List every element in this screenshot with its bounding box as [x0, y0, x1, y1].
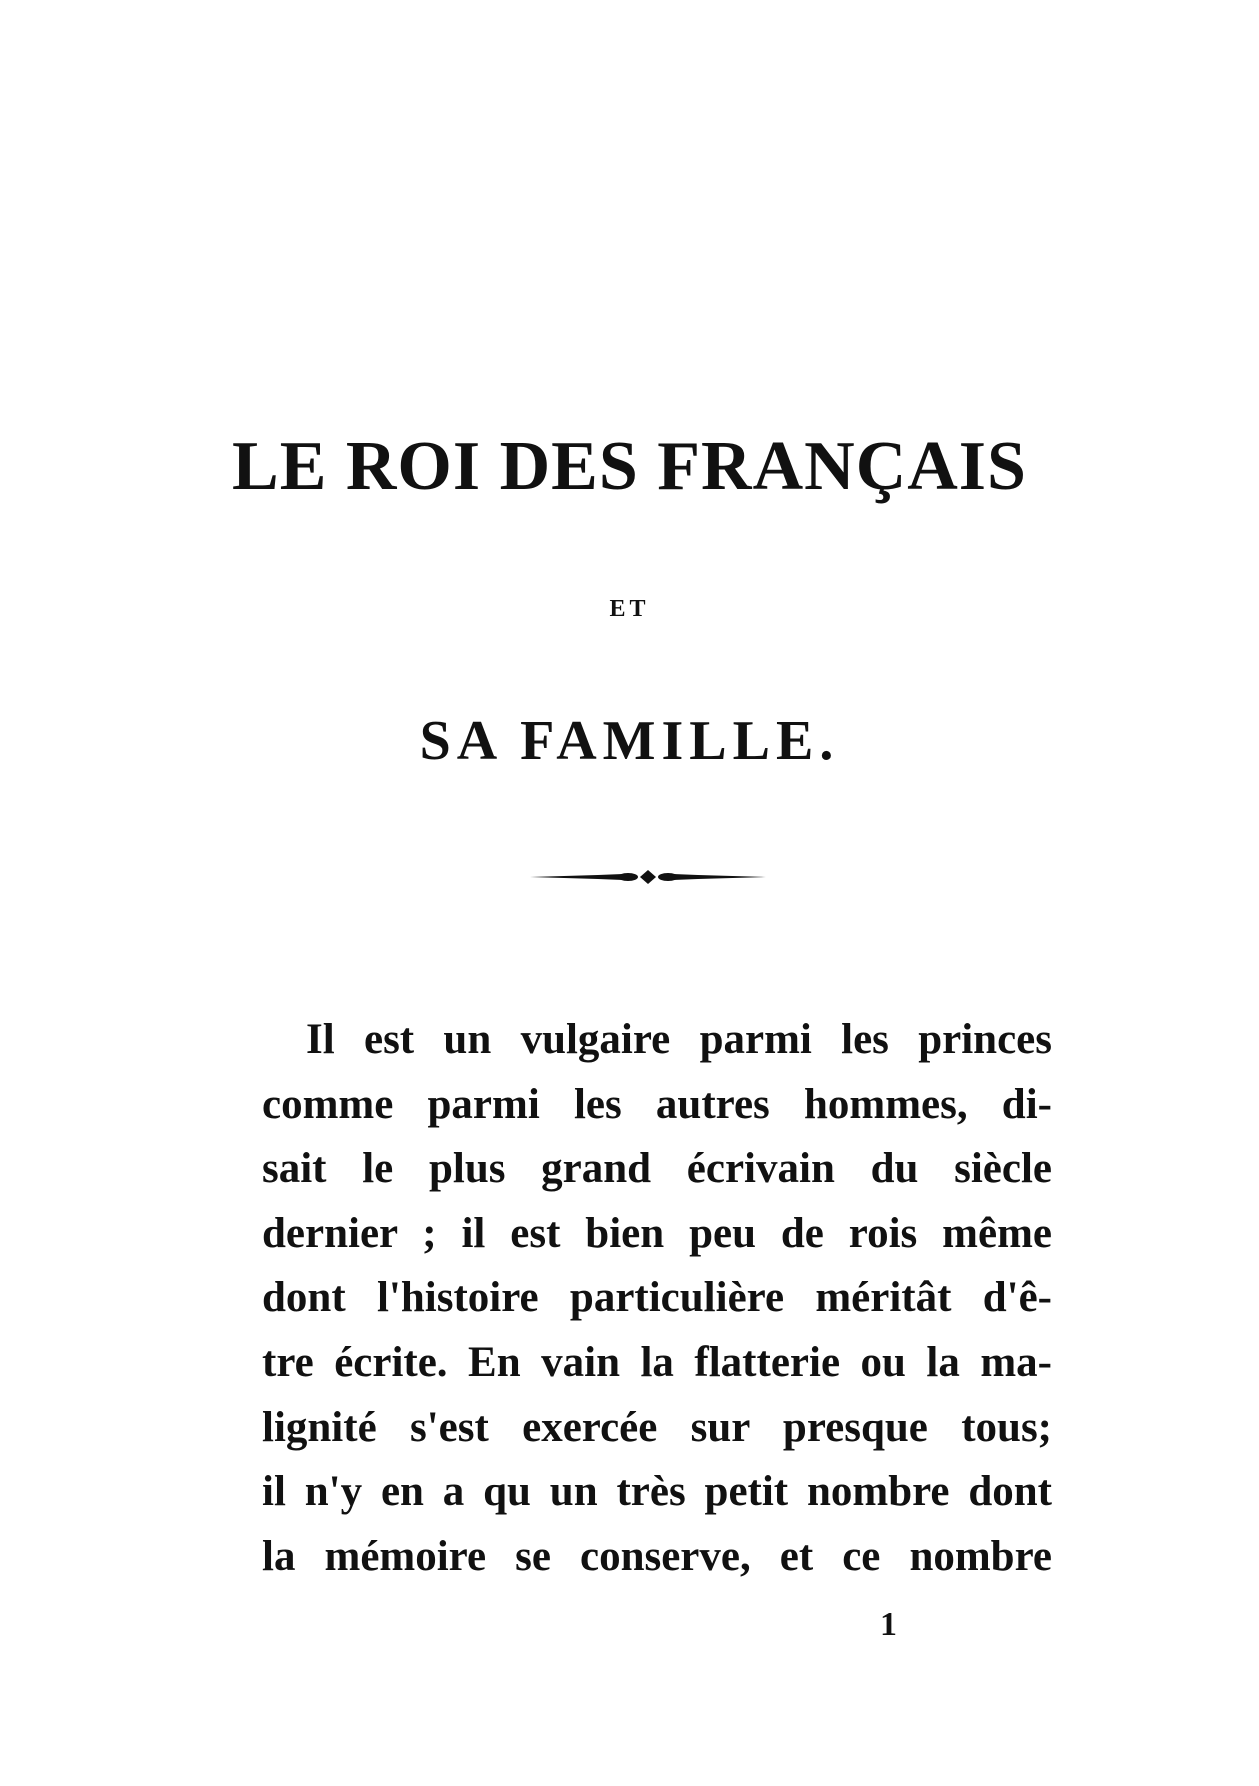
title-line-2: SA FAMILLE.	[419, 710, 840, 772]
text-line: lignité s'est exercée sur presque tous;	[262, 1403, 1052, 1451]
signature-mark: 1	[880, 1606, 897, 1643]
body-paragraph	[262, 1008, 1052, 1589]
text-line: la mémoire se conserve, et ce nombre	[262, 1532, 1052, 1580]
text-line: il n'y en a qu un très petit nombre dont	[262, 1468, 1052, 1516]
text-line: comme parmi les autres hommes, di-	[262, 1080, 1052, 1128]
text-line: dernier ; il est bien peu de rois même	[262, 1209, 1052, 1257]
text-line: sait le plus grand écrivain du siècle	[262, 1145, 1052, 1193]
title-conjunction: ET	[609, 596, 650, 622]
text-line: Il est un vulgaire parmi les princes	[306, 1016, 1052, 1063]
text-line: tre écrite. En vain la flatterie ou la ma-	[262, 1338, 1052, 1386]
double-diamond-rule-ornament-icon	[528, 862, 768, 892]
text-line: dont l'histoire particulière méritât d'ê-	[262, 1274, 1052, 1322]
title-line-1: LE ROI DES FRANÇAIS	[232, 428, 1027, 505]
